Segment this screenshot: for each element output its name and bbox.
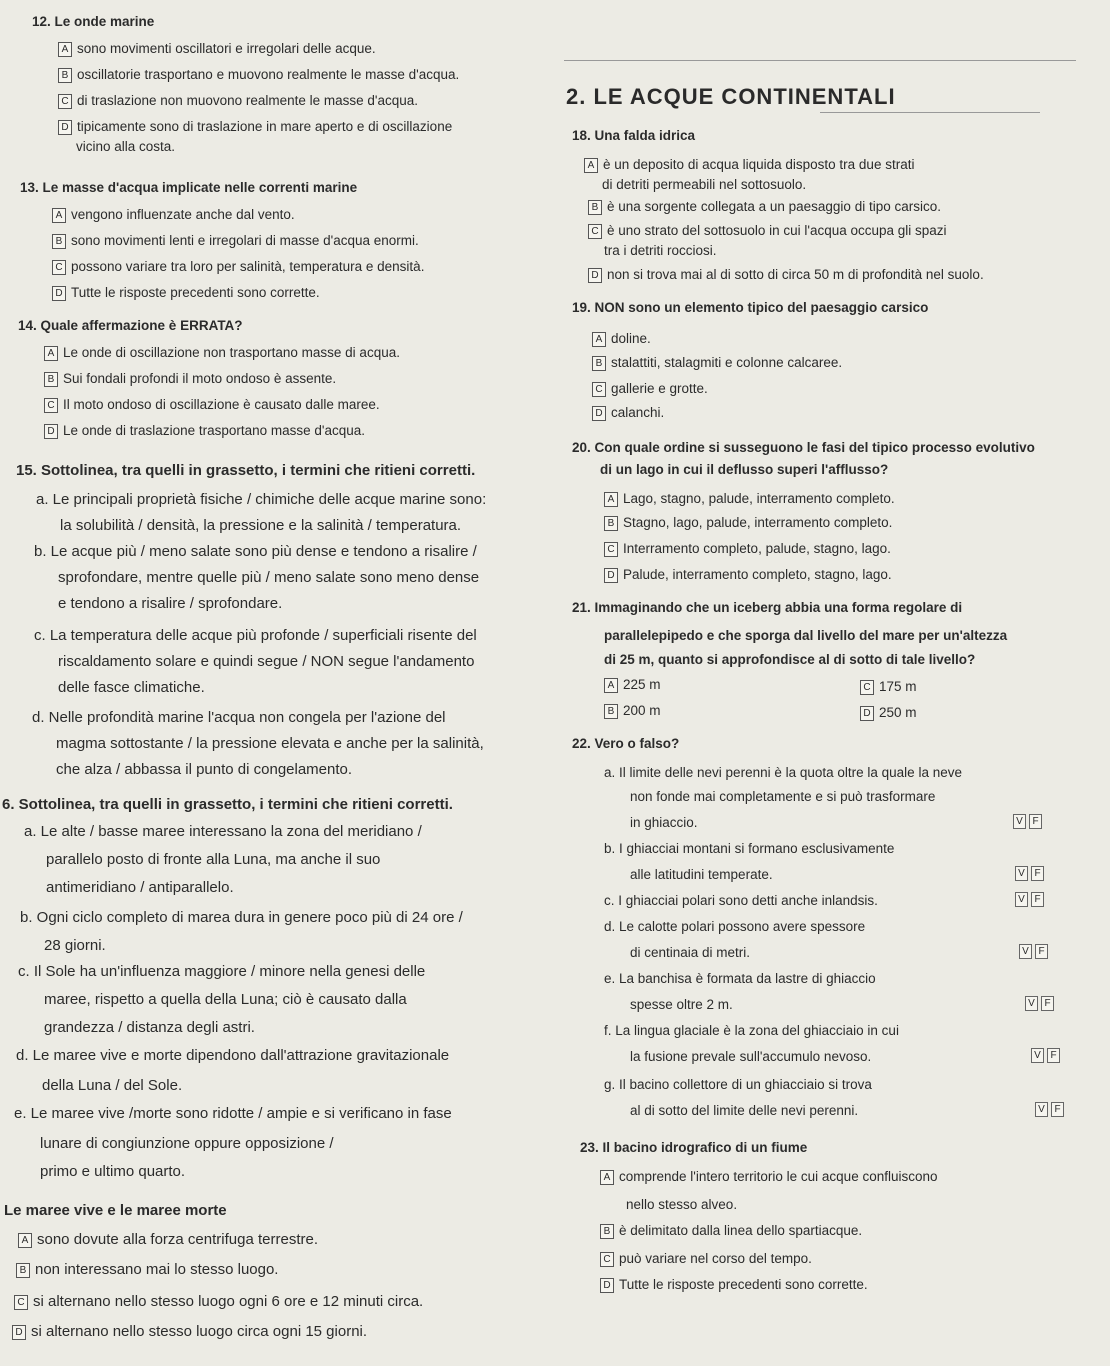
q15-a-line1: a. Le principali proprietà fisiche / chimiche delle acque marine sono: (36, 491, 487, 508)
q23-option-a[interactable]: A comprende l'intero territorio le cui acque confluiscono (600, 1168, 938, 1186)
q22-b-true[interactable]: V (1015, 866, 1028, 881)
q19-option-c[interactable]: C gallerie e grotte. (592, 380, 708, 398)
q15-c-line2: riscaldamento solare e quindi segue / NON segue l'andamento (58, 653, 475, 670)
q18-option-d[interactable]: D non si trova mai al di sotto di circa 50 m di profondità nel suolo. (588, 266, 984, 284)
q22-f-true-false (1028, 1048, 1060, 1063)
q16-d-line2: della Luna / del Sole. (42, 1077, 183, 1094)
q13-option-c[interactable]: C possono variare tra loro per salinità, temperatura e densità. (52, 258, 424, 276)
q22-e-line2: spesse oltre 2 m. (630, 997, 733, 1012)
q20-option-a[interactable]: A Lago, stagno, palude, interramento completo. (604, 490, 895, 508)
q22-f-line2: la fusione prevale sull'accumulo nevoso. (630, 1049, 872, 1064)
q22-e-true-false (1022, 996, 1054, 1011)
q22-g-true[interactable]: V (1035, 1102, 1048, 1117)
q16-c-line2: maree, rispetto a quella della Luna; ciò è causato dalla (44, 991, 407, 1008)
q17-option-c[interactable]: C si alternano nello stesso luogo ogni 6 ore e 12 minuti circa. (14, 1292, 423, 1312)
q15-b-line2: sprofondare, mentre quelle più / meno salate sono meno dense (58, 569, 480, 586)
q22-e-true[interactable]: V (1025, 996, 1038, 1011)
q21-title-line2: parallelepipedo e che sporga dal livello del mare per un'altezza (604, 628, 1008, 643)
q20-option-d[interactable]: D Palude, interramento completo, stagno, lago. (604, 566, 892, 584)
q12-option-a[interactable]: A sono movimenti oscillatori e irregolari delle acque. (58, 40, 376, 58)
q15-c-line3: delle fasce climatiche. (58, 679, 205, 696)
q18-option-c[interactable]: C è uno strato del sottosuolo in cui l'acqua occupa gli spazi (588, 222, 947, 240)
q15-d-line3: che alza / abbassa il punto di congelamento. (56, 761, 353, 778)
q22-a-true[interactable]: V (1013, 814, 1026, 829)
q12-option-c[interactable]: C di traslazione non muovono realmente le masse d'acqua. (58, 92, 418, 110)
q19-option-b[interactable]: B stalattiti, stalagmiti e colonne calcaree. (592, 354, 842, 372)
q16-e-line3: primo e ultimo quarto. (40, 1163, 186, 1180)
q17-option-d[interactable]: D si alternano nello stesso luogo circa ogni 15 giorni. (12, 1322, 367, 1342)
q22-a-line1: a. Il limite delle nevi perenni è la quota oltre la quale la neve (604, 765, 962, 780)
q22-d-true-false (1016, 944, 1048, 959)
q20-option-c[interactable]: C Interramento completo, palude, stagno, lago. (604, 540, 891, 558)
q16-d-line1: d. Le maree vive e morte dipendono dall'attrazione gravitazionale (16, 1047, 450, 1064)
q12-option-b[interactable]: B oscillatorie trasportano e muovono realmente le masse d'acqua. (58, 66, 459, 84)
q18-title: 18. Una falda idrica (572, 128, 696, 143)
q12-title: 12. Le onde marine (32, 14, 155, 29)
q23-option-d[interactable]: D Tutte le risposte precedenti sono corrette. (600, 1276, 868, 1294)
q16-a-line1: a. Le alte / basse maree interessano la zona del meridiano / (24, 823, 422, 840)
q12-option-d-cont: vicino alla costa. (76, 139, 176, 154)
q22-title: 22. Vero o falso? (572, 736, 680, 751)
q22-c-true-false (1012, 892, 1044, 907)
q16-b-line2: 28 giorni. (44, 937, 106, 954)
q20-title-line1: 20. Con quale ordine si susseguono le fasi del tipico processo evolutivo (572, 440, 1035, 455)
q22-f-false[interactable]: F (1047, 1048, 1060, 1063)
q21-option-c[interactable]: C 175 m (860, 678, 917, 696)
q22-c-true[interactable]: V (1015, 892, 1028, 907)
q16-c-line3: grandezza / distanza degli astri. (44, 1019, 255, 1036)
q22-d-line2: di centinaia di metri. (630, 945, 751, 960)
q17-title: Le maree vive e le maree morte (4, 1202, 227, 1219)
q13-option-b[interactable]: B sono movimenti lenti e irregolari di masse d'acqua enormi. (52, 232, 419, 250)
q23-option-a-cont: nello stesso alveo. (626, 1197, 738, 1212)
q22-g-line1: g. Il bacino collettore di un ghiacciaio si trova (604, 1077, 872, 1092)
q22-f-line1: f. La lingua glaciale è la zona del ghiacciaio in cui (604, 1023, 899, 1038)
q15-c-line1: c. La temperatura delle acque più profonde / superficiali risente del (34, 627, 477, 644)
q16-e-line2: lunare di congiunzione oppure opposizione / (40, 1135, 334, 1152)
q19-title: 19. NON sono un elemento tipico del paesaggio carsico (572, 300, 929, 315)
q14-option-a[interactable]: A Le onde di oscillazione non trasportano masse di acqua. (44, 344, 400, 362)
q20-option-b[interactable]: B Stagno, lago, palude, interramento completo. (604, 514, 892, 532)
q18-option-b[interactable]: B è una sorgente collegata a un paesaggio di tipo carsico. (588, 198, 941, 216)
q15-d-line2: magma sottostante / la pressione elevata e anche per la salinità, (56, 735, 484, 752)
q14-option-c[interactable]: C Il moto ondoso di oscillazione è causato dalle maree. (44, 396, 380, 414)
q14-title: 14. Quale affermazione è ERRATA? (18, 318, 243, 333)
q18-option-c-cont: tra i detriti rocciosi. (604, 243, 717, 258)
q16-a-line2: parallelo posto di fronte alla Luna, ma anche il suo (46, 851, 381, 868)
q15-title: 15. Sottolinea, tra quelli in grassetto, i termini che ritieni corretti. (16, 462, 476, 479)
q15-b-line1: b. Le acque più / meno salate sono più dense e tendono a risalire / (34, 543, 477, 560)
q22-b-true-false (1012, 866, 1044, 881)
q22-g-false[interactable]: F (1051, 1102, 1064, 1117)
q23-option-b[interactable]: B è delimitato dalla linea dello spartiacque. (600, 1222, 862, 1240)
q22-g-line2: al di sotto del limite delle nevi perenni. (630, 1103, 859, 1118)
q14-option-d[interactable]: D Le onde di traslazione trasportano masse d'acqua. (44, 422, 365, 440)
q22-c-false[interactable]: F (1031, 892, 1044, 907)
section-rule-top (564, 60, 1076, 61)
q18-option-a-cont: di detriti permeabili nel sottosuolo. (602, 177, 807, 192)
q18-option-a[interactable]: A è un deposito di acqua liquida disposto tra due strati (584, 156, 914, 174)
section-rule-bottom (820, 112, 1040, 113)
q21-option-b[interactable]: B 200 m (604, 702, 661, 720)
q22-b-line2: alle latitudini temperate. (630, 867, 773, 882)
section-title: 2. LE ACQUE CONTINENTALI (566, 84, 896, 109)
q22-c-line1: c. I ghiacciai polari sono detti anche inlandsis. (604, 893, 878, 908)
q22-g-true-false (1032, 1102, 1064, 1117)
q14-option-b[interactable]: B Sui fondali profondi il moto ondoso è assente. (44, 370, 336, 388)
q16-a-line3: antimeridiano / antiparallelo. (46, 879, 234, 896)
q21-option-d[interactable]: D 250 m (860, 704, 917, 722)
q22-d-line1: d. Le calotte polari possono avere spessore (604, 919, 866, 934)
q17-option-b[interactable]: B non interessano mai lo stesso luogo. (16, 1260, 278, 1280)
q22-b-line1: b. I ghiacciai montani si formano esclusivamente (604, 841, 895, 856)
q23-title: 23. Il bacino idrografico di un fiume (580, 1140, 808, 1155)
q22-e-line1: e. La banchisa è formata da lastre di ghiaccio (604, 971, 876, 986)
q23-option-c[interactable]: C può variare nel corso del tempo. (600, 1250, 812, 1268)
q22-a-line2: non fonde mai completamente e si può trasformare (630, 789, 936, 804)
q16-e-line1: e. Le maree vive /morte sono ridotte / ampie e si verificano in fase (14, 1105, 452, 1122)
q13-title: 13. Le masse d'acqua implicate nelle correnti marine (20, 180, 358, 195)
q22-a-false[interactable]: F (1029, 814, 1042, 829)
q13-option-a[interactable]: A vengono influenzate anche dal vento. (52, 206, 295, 224)
q16-b-line1: b. Ogni ciclo completo di marea dura in genere poco più di 24 ore / (20, 909, 463, 926)
q21-title-line1: 21. Immaginando che un iceberg abbia una forma regolare di (572, 600, 963, 615)
q22-d-false[interactable]: F (1035, 944, 1048, 959)
q21-option-a[interactable]: A 225 m (604, 676, 661, 694)
q22-a-line3: in ghiaccio. (630, 815, 698, 830)
q22-b-false[interactable]: F (1031, 866, 1044, 881)
q13-option-d[interactable]: D Tutte le risposte precedenti sono corrette. (52, 284, 320, 302)
q15-a-line2: la solubilità / densità, la pressione e la salinità / temperatura. (60, 517, 462, 534)
q17-option-a[interactable]: A sono dovute alla forza centrifuga terrestre. (18, 1230, 318, 1250)
q16-c-line1: c. Il Sole ha un'influenza maggiore / minore nella genesi delle (18, 963, 426, 980)
q15-d-line1: d. Nelle profondità marine l'acqua non congela per l'azione del (32, 709, 446, 726)
q22-a-true-false (1010, 814, 1042, 829)
q22-f-true[interactable]: V (1031, 1048, 1044, 1063)
q22-e-false[interactable]: F (1041, 996, 1054, 1011)
q15-b-line3: e tendono a risalire / sprofondare. (58, 595, 283, 612)
q19-option-a[interactable]: A doline. (592, 330, 651, 348)
q20-title-line2: di un lago in cui il deflusso superi l'afflusso? (600, 462, 889, 477)
q21-title-line3: di 25 m, quanto si approfondisce al di sotto di tale livello? (604, 652, 976, 667)
q12-option-d[interactable]: D tipicamente sono di traslazione in mare aperto e di oscillazione (58, 118, 452, 136)
q16-title: 6. Sottolinea, tra quelli in grassetto, i termini che ritieni corretti. (2, 796, 453, 813)
q19-option-d[interactable]: D calanchi. (592, 404, 664, 422)
q22-d-true[interactable]: V (1019, 944, 1032, 959)
